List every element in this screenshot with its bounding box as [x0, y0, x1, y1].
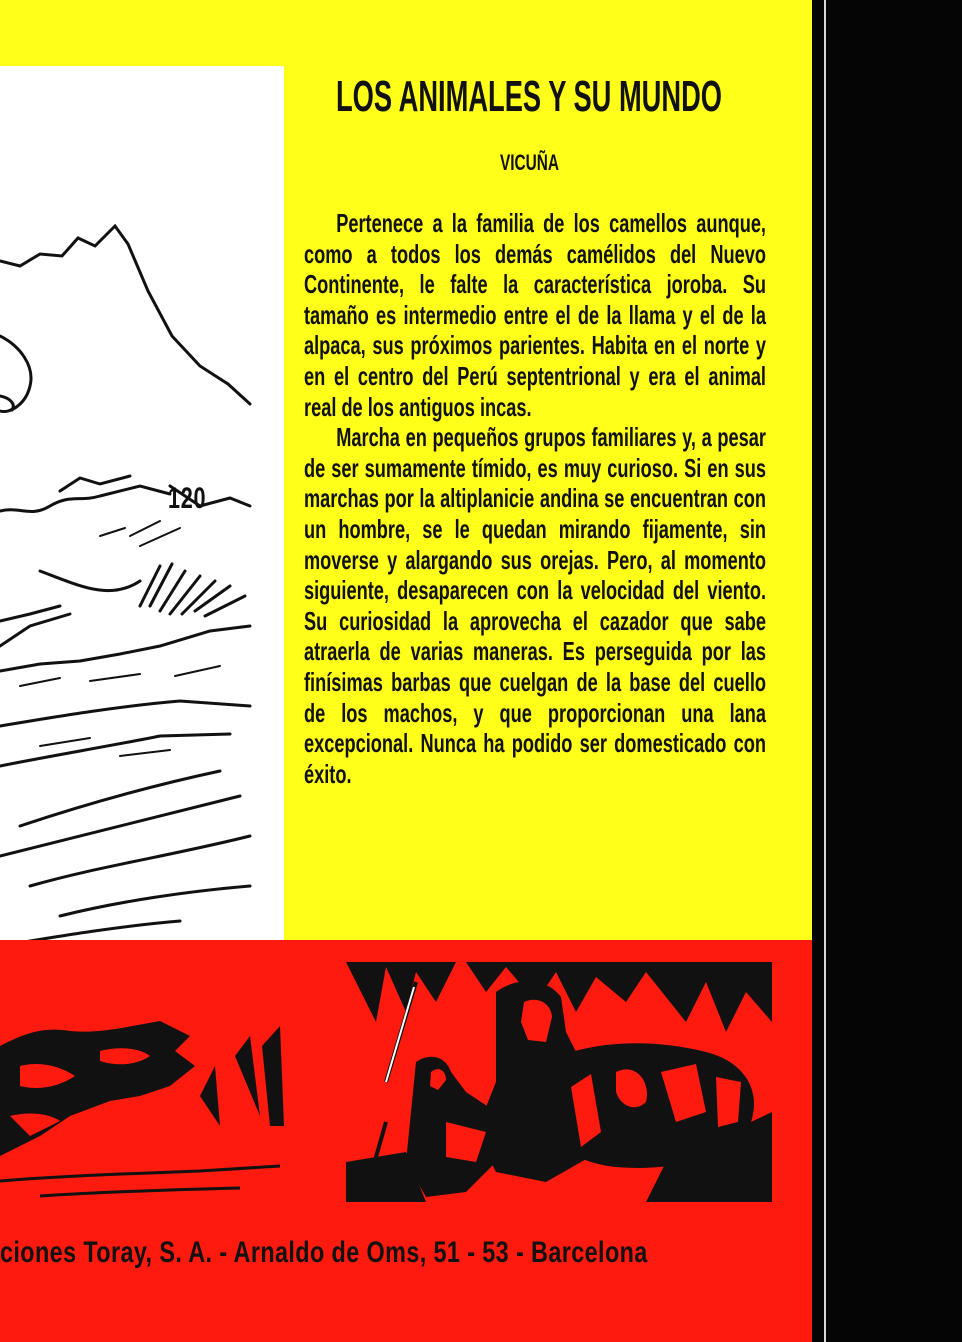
animal-name: VICUÑA	[500, 150, 560, 175]
vicuna-illustration	[0, 66, 284, 1006]
page-edge-line	[824, 0, 826, 1342]
publisher-imprint: ciones Toray, S. A. - Arnaldo de Oms, 51 - 53 - Barcelona	[0, 1236, 648, 1269]
cavemen-comic-drawing	[346, 962, 772, 1202]
page-number: 120	[168, 482, 207, 515]
crocodile-drawing	[0, 1006, 284, 1216]
section-heading: LOS ANIMALES Y SU MUNDO	[336, 72, 722, 121]
article-body	[304, 208, 766, 789]
paragraph: Pertenece a la familia de los camellos aunque, como a todos los demás camélidos del Nuevo Continente, le falte la característica joroba. Su tamaño es intermedio entre el de la llama y el de la alpaca, sus próximos parientes. Habita en el norte y en el centro del Perú septentrional y era el animal real de los antiguos incas.	[304, 208, 766, 422]
landscape-sketch	[0, 66, 284, 1006]
black-margin	[812, 0, 962, 1342]
paragraph: Marcha en pequeños grupos familiares y, a pesar de ser sumamente tímido, es muy curioso. Si en sus marchas por la altiplanicie andina se encuentran con un hombre, se le quedan mirando fijamente, sin moverse y alargando sus orejas. Pero, al momento siguiente, desaparecen con la velocidad del viento. Su curiosidad la aprovecha el cazador que sabe atraerla de varias maneras. Es perseguida por las finísimas barbas que cuelgan de la base del cuello de los machos, y que proporcionan una lana excepcional. Nunca ha podido ser domesticado con éxito.	[304, 422, 766, 789]
